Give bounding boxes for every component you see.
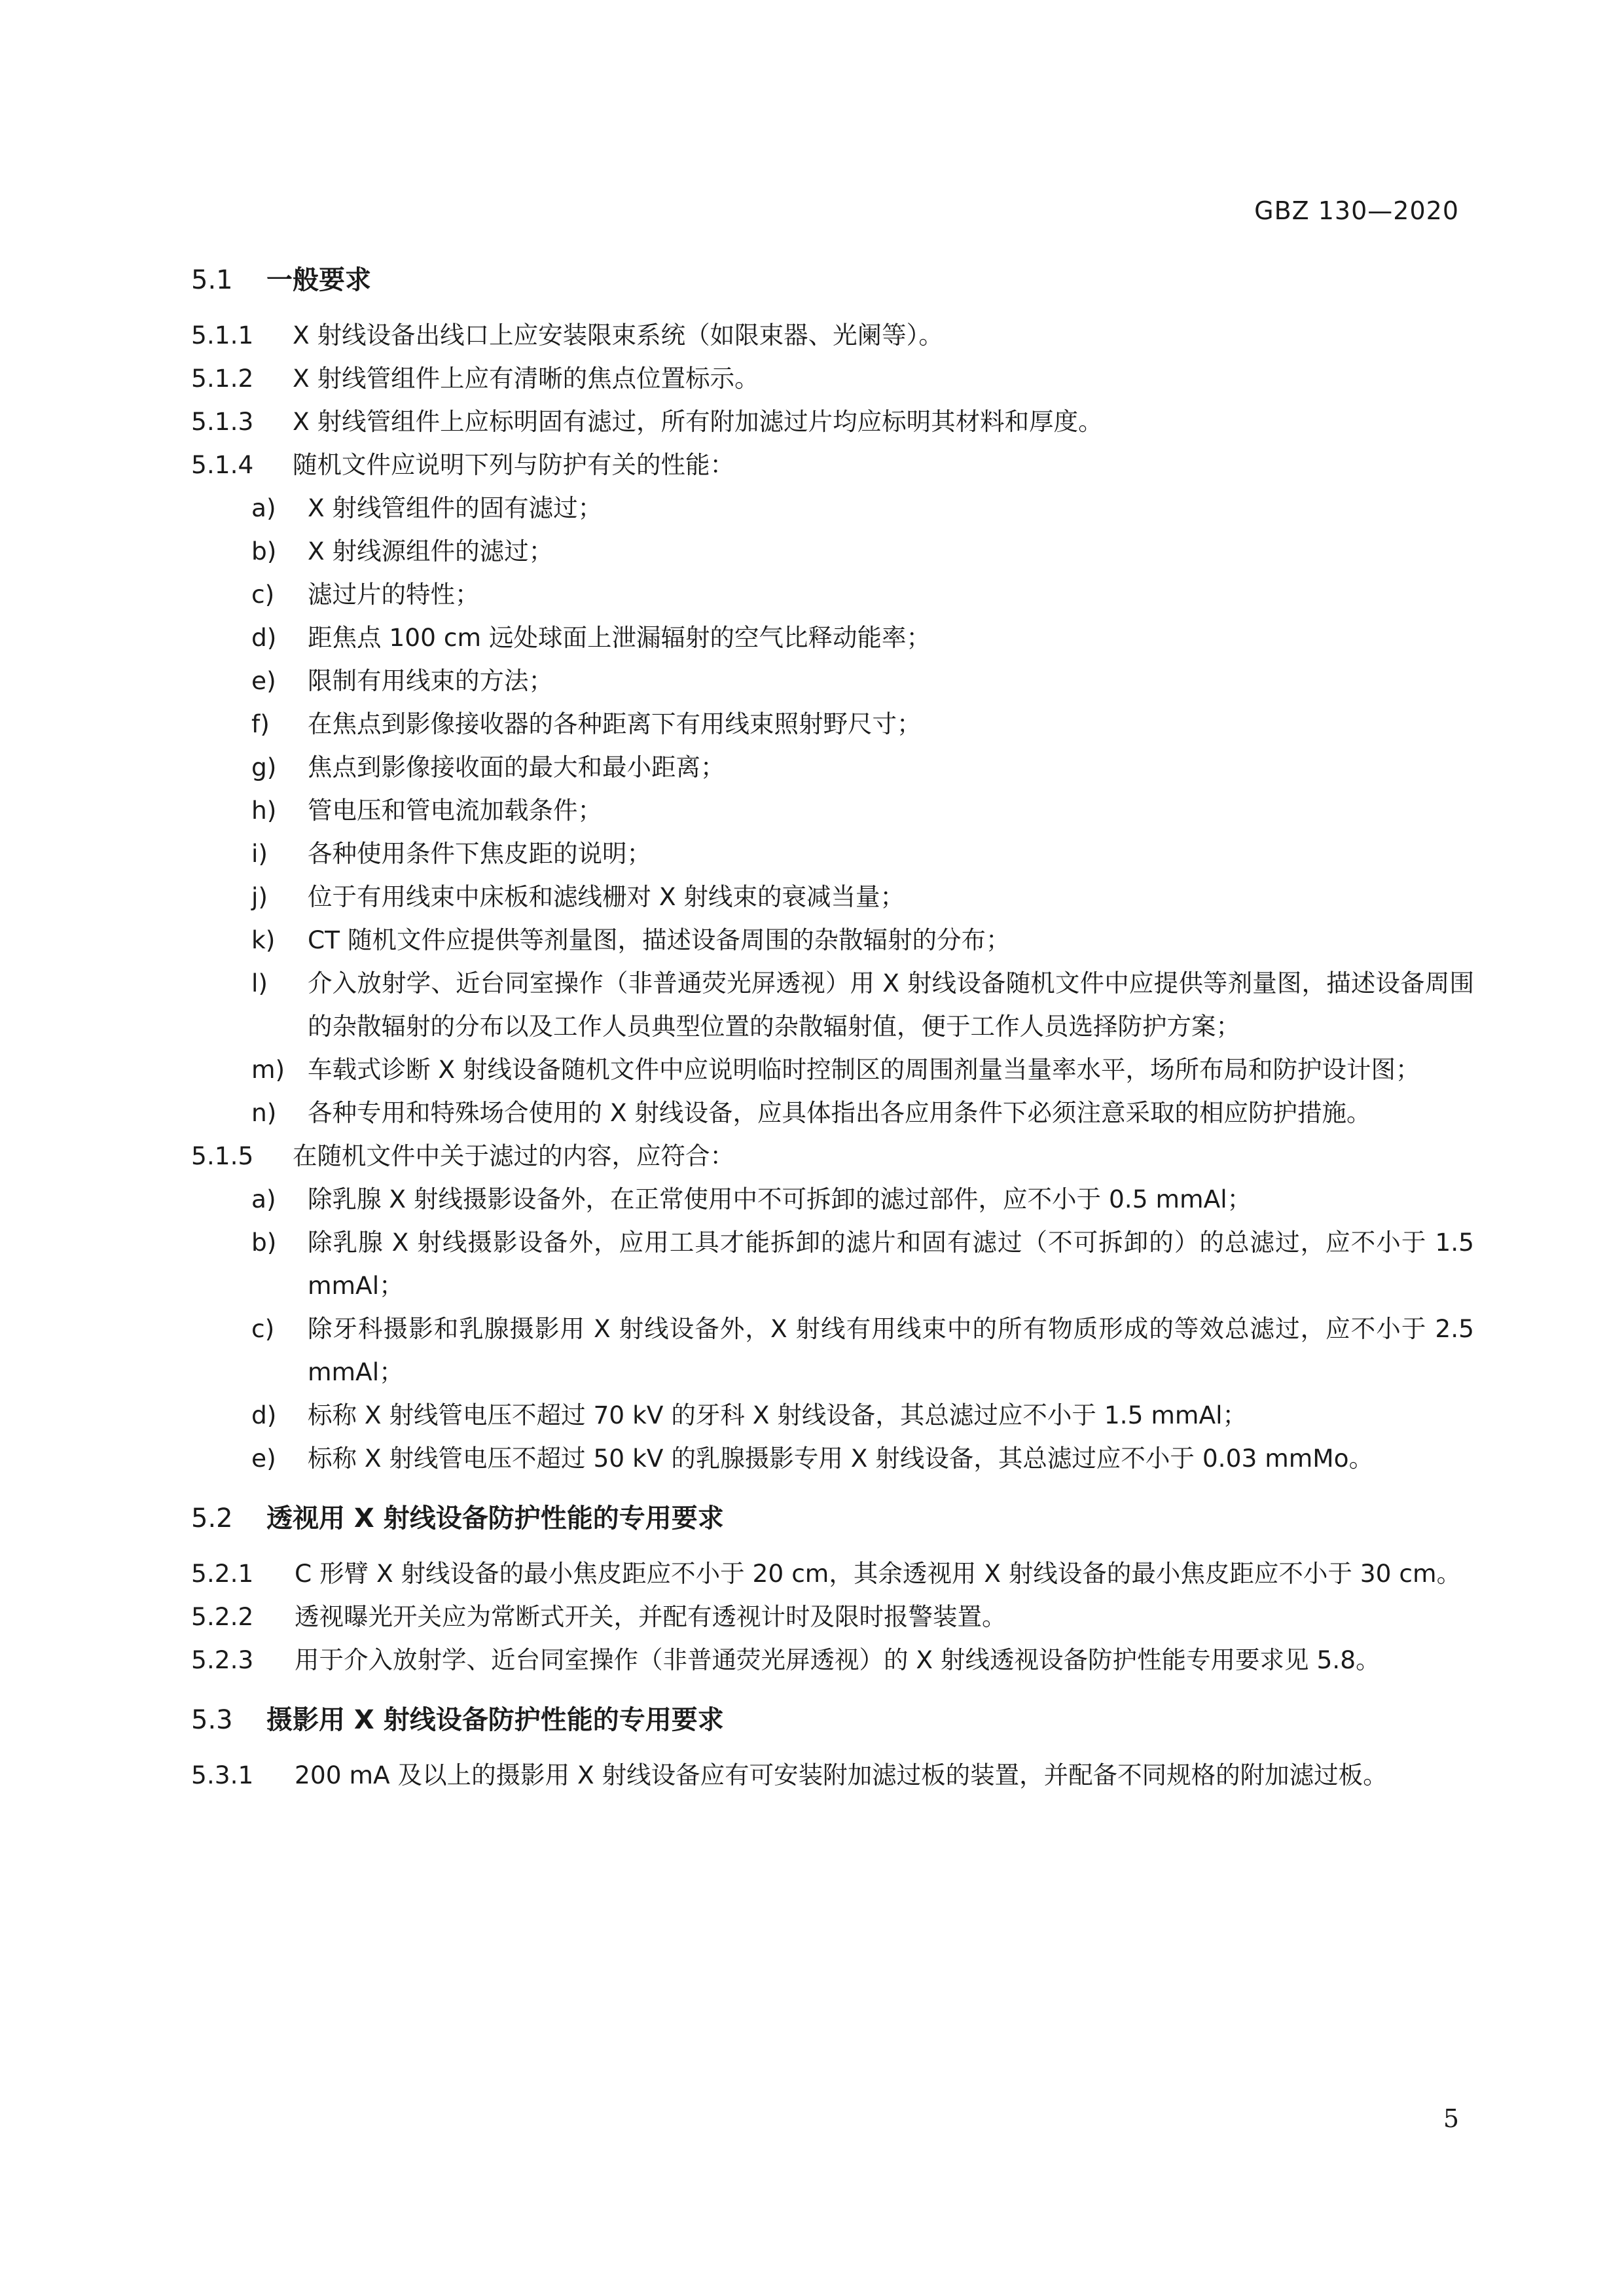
list-item-label: d)	[251, 1401, 277, 1429]
list-item	[191, 1307, 1474, 1393]
clause-text: 200 mA 及以上的摄影用 X 射线设备应有可安装附加滤过板的装置，并配备不同规格的附加滤过板。	[295, 1761, 1388, 1789]
list-item-label: g)	[251, 753, 277, 781]
list-item-label: e)	[251, 1444, 276, 1473]
clause-text: 随机文件应说明下列与防护有关的性能：	[293, 450, 734, 479]
list-item	[191, 745, 1474, 789]
list-item	[191, 961, 1474, 1048]
list-item	[191, 1393, 1474, 1437]
list-item-text: 位于有用线束中床板和滤线栅对 X 射线束的衰减当量；	[308, 882, 905, 911]
list-item-text: 在焦点到影像接收器的各种距离下有用线束照射野尺寸；	[308, 709, 922, 738]
list-item	[191, 573, 1474, 616]
clause-number: 5.3.1	[191, 1761, 254, 1789]
list-item-text: 除乳腺 X 射线摄影设备外，在正常使用中不可拆卸的滤过部件，应不小于 0.5 mmAl；	[308, 1185, 1252, 1213]
clause-number: 5.1.5	[191, 1141, 254, 1170]
list-item	[191, 918, 1474, 961]
section-heading: 透视用 X 射线设备防护性能的专用要求	[266, 1503, 724, 1534]
list-item-label: l)	[251, 969, 268, 997]
clause-number: 5.2.1	[191, 1559, 254, 1588]
list-item	[191, 1048, 1474, 1091]
list-item	[191, 832, 1474, 875]
clause-text: X 射线管组件上应有清晰的焦点位置标示。	[293, 364, 759, 393]
clause-5-2-2	[191, 1595, 1474, 1638]
list-item-text: 限制有用线束的方法；	[308, 666, 553, 695]
list-item-text: 焦点到影像接收面的最大和最小距离；	[308, 753, 725, 781]
clause-text: X 射线管组件上应标明固有滤过，所有附加滤过片均应标明其材料和厚度。	[293, 407, 1103, 436]
list-item	[191, 789, 1474, 832]
list-item-label: c)	[251, 1314, 275, 1343]
clause-text: X 射线设备出线口上应安装限束系统（如限束器、光阑等）。	[293, 321, 943, 350]
list-item-text: 标称 X 射线管电压不超过 70 kV 的牙科 X 射线设备，其总滤过应不小于 1.5 mmAl；	[308, 1401, 1248, 1429]
clause-number: 5.1.3	[191, 407, 254, 436]
list-item-label: d)	[251, 623, 277, 652]
section-heading: 摄影用 X 射线设备防护性能的专用要求	[266, 1705, 724, 1735]
clause-5-1-4	[191, 443, 1474, 486]
list-item-label: j)	[251, 882, 268, 911]
list-item-text: 管电压和管电流加载条件；	[308, 796, 602, 825]
standard-code: GBZ 130—2020	[1254, 196, 1459, 225]
section-number: 5.2	[191, 1503, 233, 1534]
list-item-label: b)	[251, 1228, 277, 1257]
list-item-text: 车载式诊断 X 射线设备随机文件中应说明临时控制区的周围剂量当量率水平，场所布局和防护设计图；	[308, 1055, 1420, 1084]
list-item-label: b)	[251, 537, 277, 565]
list-item	[191, 702, 1474, 745]
list-item-label: e)	[251, 666, 276, 695]
list-item-label: k)	[251, 925, 276, 954]
list-item-label: c)	[251, 580, 275, 609]
list-item-label: a)	[251, 1185, 276, 1213]
list-item	[191, 1437, 1474, 1480]
list-item-text: X 射线源组件的滤过；	[308, 537, 554, 565]
list-item	[191, 1091, 1474, 1134]
section-title-5-2	[191, 1497, 1474, 1540]
clause-text: 在随机文件中关于滤过的内容，应符合：	[293, 1141, 734, 1170]
list-item-label: a)	[251, 493, 276, 522]
document-body	[191, 259, 1474, 1797]
list-item-text: 各种专用和特殊场合使用的 X 射线设备，应具体指出各应用条件下必须注意采取的相应防护措施。	[308, 1098, 1371, 1127]
list-item-text: 标称 X 射线管电压不超过 50 kV 的乳腺摄影专用 X 射线设备，其总滤过应不小于 0.03 mmMo。	[308, 1444, 1374, 1473]
clause-number: 5.2.2	[191, 1602, 254, 1631]
list-item-label: i)	[251, 839, 268, 868]
list-item	[191, 486, 1474, 529]
clause-number: 5.1.2	[191, 364, 254, 393]
clause-text: 透视曝光开关应为常断式开关，并配有透视计时及限时报警装置。	[295, 1602, 1007, 1631]
list-item-label: n)	[251, 1098, 277, 1127]
clause-5-2-3	[191, 1638, 1474, 1681]
list-item-label: h)	[251, 796, 277, 825]
clause-5-3-1	[191, 1753, 1474, 1797]
list-item-label: m)	[251, 1055, 285, 1084]
clause-text: 用于介入放射学、近台同室操作（非普通荧光屏透视）的 X 射线透视设备防护性能专用要求见 5.8。	[295, 1645, 1380, 1674]
section-title-5-3	[191, 1698, 1474, 1742]
list-item	[191, 529, 1474, 573]
clause-5-1-1	[191, 314, 1474, 357]
section-heading: 一般要求	[266, 265, 371, 295]
list-item	[191, 1221, 1474, 1307]
section-number: 5.3	[191, 1705, 233, 1735]
clause-5-1-3	[191, 400, 1474, 443]
list-item-text: CT 随机文件应提供等剂量图，描述设备周围的杂散辐射的分布；	[308, 925, 1011, 954]
clause-5-1-5	[191, 1134, 1474, 1177]
section-title-5-1	[191, 259, 1474, 302]
clause-number: 5.2.3	[191, 1645, 254, 1674]
clause-text: C 形臂 X 射线设备的最小焦皮距应不小于 20 cm，其余透视用 X 射线设备的最小焦皮距应不小于 30 cm。	[295, 1559, 1462, 1588]
list-item-text: 除乳腺 X 射线摄影设备外，应用工具才能拆卸的滤片和固有滤过（不可拆卸的）的总滤过，应不小于 1.5 mmAl；	[308, 1228, 1474, 1300]
list-item-text: 各种使用条件下焦皮距的说明；	[308, 839, 651, 868]
list-item-text: 滤过片的特性；	[308, 580, 480, 609]
list-item-text: 距焦点 100 cm 远处球面上泄漏辐射的空气比释动能率；	[308, 623, 931, 652]
list-item	[191, 875, 1474, 918]
list-item	[191, 1177, 1474, 1221]
clause-5-2-1	[191, 1552, 1474, 1595]
list-item-label: f)	[251, 709, 270, 738]
list-item	[191, 616, 1474, 659]
clause-5-1-2	[191, 357, 1474, 400]
list-item-text: 除牙科摄影和乳腺摄影用 X 射线设备外，X 射线有用线束中的所有物质形成的等效总滤过，应不小于 2.5 mmAl；	[308, 1314, 1474, 1386]
clause-number: 5.1.4	[191, 450, 254, 479]
list-item-text: 介入放射学、近台同室操作（非普通荧光屏透视）用 X 射线设备随机文件中应提供等剂量图，描述设备周围的杂散辐射的分布以及工作人员典型位置的杂散辐射值，便于工作人员选择防护方案；	[308, 969, 1474, 1041]
clause-number: 5.1.1	[191, 321, 254, 350]
page-number: 5	[1443, 2104, 1459, 2133]
section-number: 5.1	[191, 265, 233, 295]
list-item-text: X 射线管组件的固有滤过；	[308, 493, 603, 522]
list-item	[191, 659, 1474, 702]
